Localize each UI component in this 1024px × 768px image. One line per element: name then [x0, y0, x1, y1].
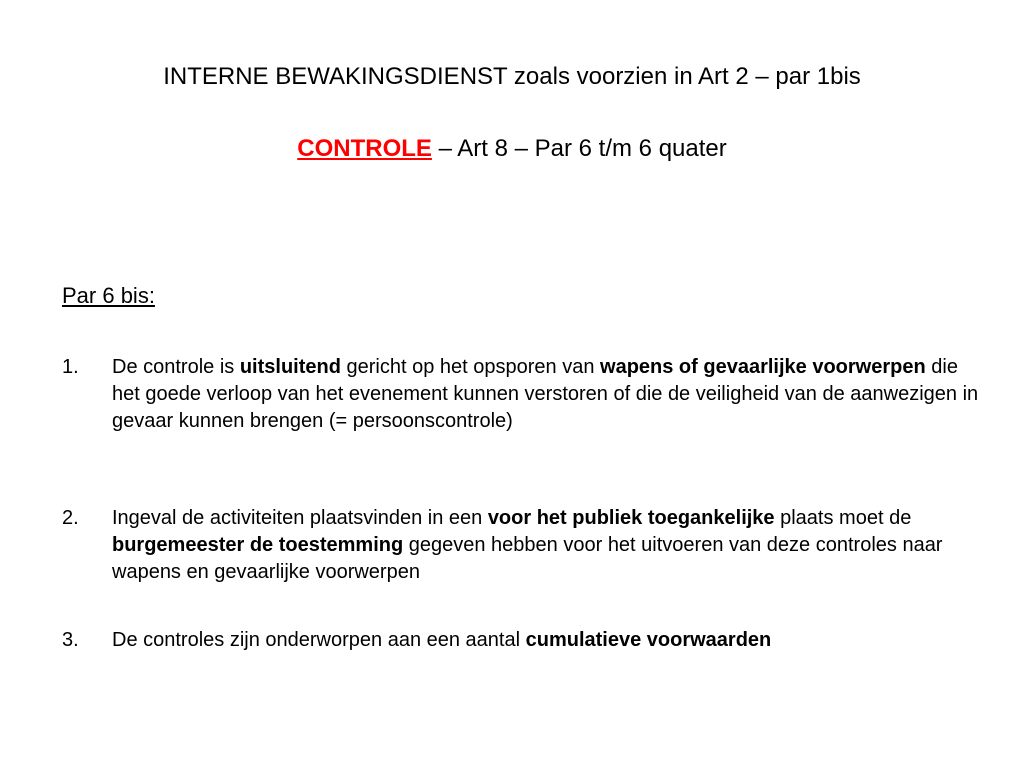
slide-title: INTERNE BEWAKINGSDIENST zoals voorzien in Art 2 – par 1bis [163, 63, 861, 90]
list-item-number: 1. [62, 356, 79, 378]
slide-subtitle [0, 134, 1024, 164]
list-item-text [112, 505, 982, 586]
list-item-3 [62, 627, 982, 654]
list-item-number: 2. [62, 507, 79, 529]
text-segment: plaats moet de [774, 507, 912, 529]
list-item-text [112, 354, 982, 435]
list-item-number: 3. [62, 629, 79, 651]
section-heading: Par 6 bis: [62, 283, 155, 308]
bold-segment: voor het publiek toegankelijke [487, 507, 775, 529]
text-segment: gericht op het opsporen van [340, 356, 601, 378]
subtitle-highlight: CONTROLE [297, 135, 432, 162]
bold-segment: cumulatieve voorwaarden [525, 629, 772, 651]
bold-segment: wapens of gevaarlijke voorwerpen [600, 356, 926, 378]
list-item-2 [62, 505, 982, 586]
text-segment: De controle is [112, 356, 240, 378]
subtitle-rest: – Art 8 – Par 6 t/m 6 quater [431, 135, 727, 162]
bold-segment: burgemeester de toestemming [112, 534, 404, 556]
bold-segment: uitsluitend [239, 356, 341, 378]
text-segment: gegeven hebben voor het uitvoeren van deze controles naar wapens en gevaarlijke voorwerpen [112, 534, 943, 583]
list-item-1 [62, 354, 982, 435]
text-segment: die het goede verloop van het evenement kunnen verstoren of die de veiligheid van de aanwezigen in gevaar kunnen brengen (= persoonscontrole) [112, 356, 979, 432]
text-segment: De controles zijn onderworpen aan een aantal [112, 629, 526, 651]
text-segment: Ingeval de activiteiten plaatsvinden in een [112, 507, 488, 529]
list-item-text [112, 627, 982, 654]
